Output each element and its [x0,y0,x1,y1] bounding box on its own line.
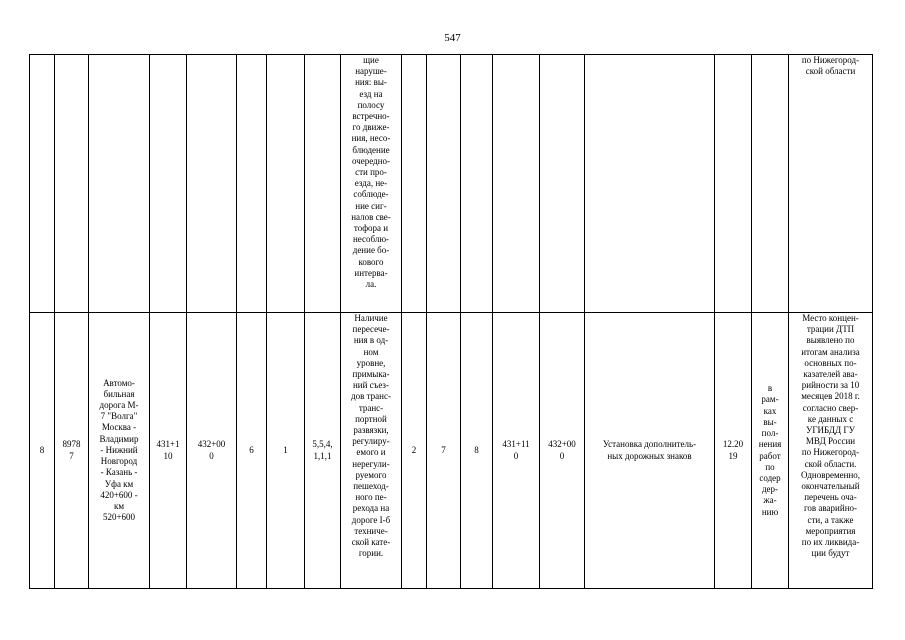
within-text: в рам- ках вы- пол- нения работ по содер дер- жа- нию [758,383,782,517]
cell-measures [585,313,715,589]
col12-value: 8 [474,444,479,455]
cell-col12 [461,55,493,313]
cell-km-end [187,55,237,313]
cell-note [789,313,873,589]
table-row-continuation [30,55,873,313]
cell-col7 [267,55,305,313]
cell-col6 [237,313,267,589]
cell-km-end2 [540,313,585,589]
col11-value: 7 [441,444,446,455]
cell-col10 [402,55,427,313]
col10-value: 2 [411,444,417,455]
cell-km-start [150,55,187,313]
cell-road [89,313,150,589]
cell-code [55,313,89,589]
col6-value: 6 [249,444,254,455]
cell-road [89,55,150,313]
cell-factors [341,313,402,589]
cell-km-end2 [540,55,585,313]
cell-code [55,55,89,313]
row-number: 8 [39,444,45,455]
road-safety-table [29,54,873,589]
cell-col7 [267,313,305,589]
measures-text: Установка дополнитель- ных дорожных знаков [602,439,697,461]
cell-measures [585,55,715,313]
cell-col10 [402,313,427,589]
cell-num [30,55,55,313]
cell-within [752,55,789,313]
cell-col12 [461,313,493,589]
km-start: 431+1 10 [156,439,180,461]
km-start2: 431+11 0 [502,439,530,461]
violations-text: щие наруше- ния: вы- езд на полосу встречно- го движе- ния, несо- блюдение очередно- сти про- езда, не- соблюде- ние сиг- налов све- тофора и несоблю- дение бо- кового интерва- ла. [351,55,391,290]
note-text: Место концен- трации ДТП выявлено по итогам анализа основных по- казателей ава- рийности за 10 месяцев 2018 г. согласно свер- ке данных с УГИБДД ГУ МВД России по Нижегород- ской области. Одновременно, окончательный перечень оча- гов аварийно- сти, а также мероприятия по их ликвида- ции будут [800,313,861,559]
cell-codes [305,55,341,313]
km-end: 432+00 0 [197,439,226,461]
cell-km-end [187,313,237,589]
col7-value: 1 [283,444,288,455]
cell-violations [341,55,402,313]
road-code: 8978 7 [62,439,81,461]
region-text: по Нижегород- ской области [801,55,860,77]
cell-km-start2 [493,313,540,589]
date-value: 12.20 19 [722,439,744,461]
cell-km-start [150,313,187,589]
cell-codes [305,313,341,589]
cell-note [789,55,873,313]
road-name: Автомо- бильная дорога М- 7 "Волга" Москва - Владимир - Нижний Новгород - Казань - Уфа км 420+600 - км 520+600 [99,377,139,523]
km-end2: 432+00 0 [548,439,576,461]
table-row-8 [30,313,873,589]
page-number: 547 [444,32,461,44]
cell-date [715,313,752,589]
cell-date [715,55,752,313]
cell-col11 [427,313,461,589]
cell-col6 [237,55,267,313]
cell-within [752,313,789,589]
cell-col11 [427,55,461,313]
cell-km-start2 [493,55,540,313]
factors-text: Наличие пересече- ния в од- ном уровне, примыка- ний съез- дов транс- транс- портной развязки, регулиру- емого и нерегули- руемого пешеход- ного пе- рехода на дороге I-б техниче- ской кате- гории. [351,313,391,559]
cell-num [30,313,55,589]
codes-value: 5,5,4, 1,1,1 [312,439,333,461]
